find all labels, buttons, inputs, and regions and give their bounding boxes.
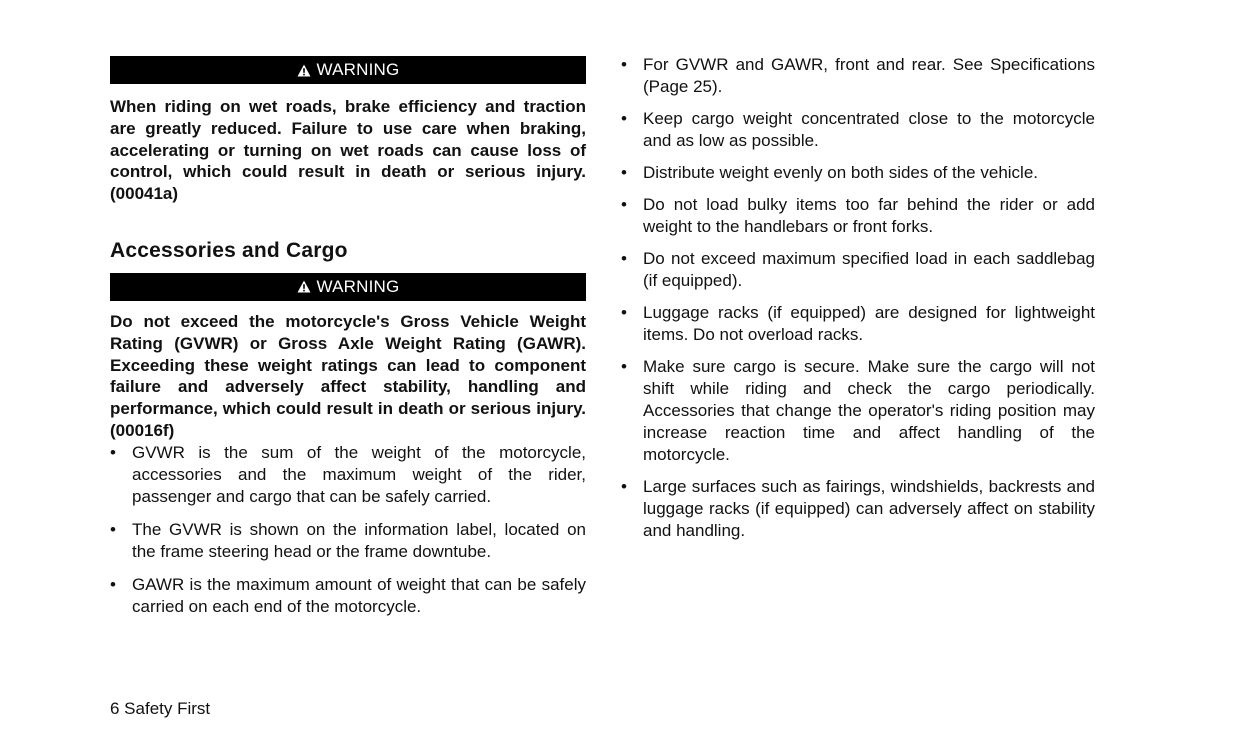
bullet-icon: • bbox=[621, 55, 627, 74]
list-item bbox=[621, 162, 1095, 184]
list-item bbox=[621, 476, 1095, 542]
list-item-text: Do not load bulky items too far behind the rider or add weight to the handlebars or front forks. bbox=[643, 195, 1095, 236]
list-item bbox=[621, 248, 1095, 292]
list-item-text: Do not exceed maximum specified load in each saddlebag (if equipped). bbox=[643, 249, 1095, 290]
right-column bbox=[621, 54, 1095, 552]
list-item bbox=[621, 302, 1095, 346]
warning-label: WARNING bbox=[316, 276, 400, 296]
list-item-text: For GVWR and GAWR, front and rear. See Specifications (Page 25). bbox=[643, 55, 1095, 96]
bullet-icon: • bbox=[110, 574, 116, 594]
left-bullet-list bbox=[110, 442, 586, 618]
list-item-text: Luggage racks (if equipped) are designed for lightweight items. Do not overload racks. bbox=[643, 303, 1095, 344]
list-item-text: Keep cargo weight concentrated close to the motorcycle and as low as possible. bbox=[643, 109, 1095, 150]
bullet-icon: • bbox=[621, 163, 627, 182]
list-item bbox=[621, 356, 1095, 466]
right-bullet-list bbox=[621, 54, 1095, 542]
list-item-text: Distribute weight evenly on both sides of the vehicle. bbox=[643, 163, 1039, 182]
page-footer: 6 Safety First bbox=[110, 699, 211, 718]
list-item bbox=[110, 574, 586, 618]
list-item-text: The GVWR is shown on the information label, located on the frame steering head or the frame downtube. bbox=[132, 519, 586, 561]
warning-bar-weight-rating bbox=[110, 273, 586, 301]
list-item-text: GAWR is the maximum amount of weight that can be safely carried on each end of the motorcycle. bbox=[132, 574, 586, 616]
bullet-icon: • bbox=[621, 303, 627, 322]
section-heading: Accessories and Cargo bbox=[110, 238, 348, 262]
warning-text-wet-roads: When riding on wet roads, brake efficiency and traction are greatly reduced. Failure to use care when braking, accelerating or turning on wet roads can cause loss of control, which could result in death or serious injury. (00041a) bbox=[110, 97, 586, 204]
bullet-icon: • bbox=[621, 109, 627, 128]
warning-text-weight-rating: Do not exceed the motorcycle's Gross Vehicle Weight Rating (GVWR) or Gross Axle Weight Rating (GAWR). Exceeding these weight ratings can lead to component failure and adversely affect stability, handling and performance, which could result in death or serious injury. (00016f) bbox=[110, 311, 586, 440]
bullet-icon: • bbox=[110, 442, 116, 462]
warning-triangle-icon bbox=[297, 64, 311, 77]
bullet-icon: • bbox=[621, 357, 627, 376]
list-item-text: GVWR is the sum of the weight of the motorcycle, accessories and the maximum weight of the rider, passenger and cargo that can be safely carried. bbox=[132, 442, 586, 506]
list-item bbox=[621, 108, 1095, 152]
bullet-icon: • bbox=[110, 519, 116, 539]
bullet-icon: • bbox=[621, 249, 627, 268]
warning-triangle-icon bbox=[297, 280, 311, 293]
list-item-text: Make sure cargo is secure. Make sure the cargo will not shift while riding and check the cargo periodically. Accessories that change the operator's riding position may increase reaction time and affect handling of the motorcycle. bbox=[643, 357, 1095, 464]
warning-bar-wet-roads bbox=[110, 56, 586, 84]
list-item bbox=[110, 442, 586, 508]
list-item bbox=[621, 194, 1095, 238]
warning-label: WARNING bbox=[316, 60, 400, 79]
bullet-icon: • bbox=[621, 477, 627, 496]
bullet-icon: • bbox=[621, 195, 627, 214]
left-column bbox=[110, 56, 586, 629]
list-item bbox=[621, 54, 1095, 98]
list-item bbox=[110, 519, 586, 563]
list-item-text: Large surfaces such as fairings, windshields, backrests and luggage racks (if equipped) can adversely affect on stability and handling. bbox=[643, 477, 1095, 540]
